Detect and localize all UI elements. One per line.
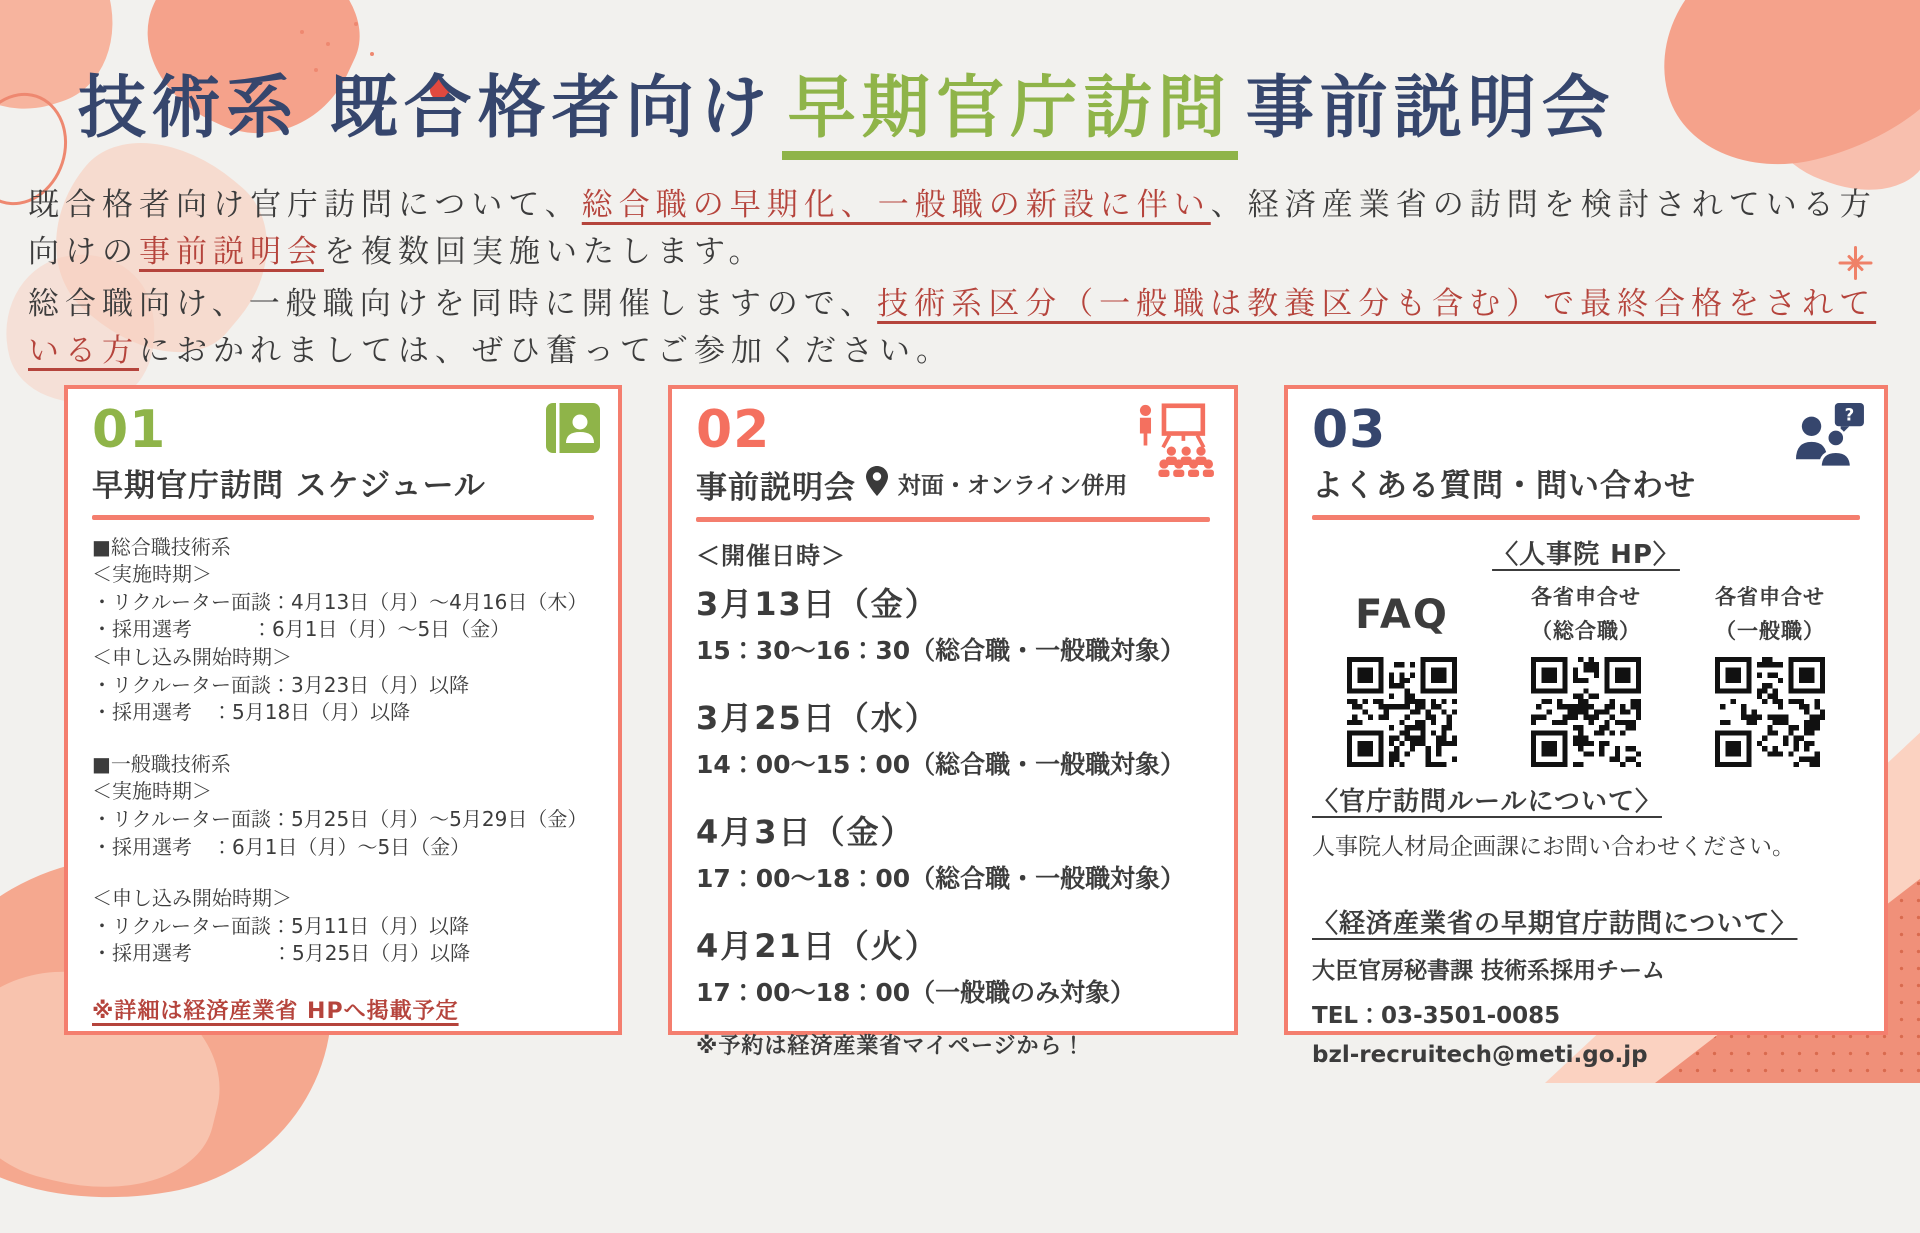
title-underline [92,515,594,520]
contact-book-icon [544,403,602,457]
location-pin-icon [866,466,888,500]
schedule-line: ・リクルーター面談：5月25日（月）～5月29日（金） [92,806,588,831]
title-post: 事前説明会 [1245,69,1616,148]
schedule-line: ・採用選考 ：6月1日（月）～5日（金） [92,617,511,642]
briefing-note: ※予約は経済産業省マイページから！ [696,1033,1086,1059]
schedule-line: ＜申し込み開始時期＞ [92,886,292,911]
qr-label-faq: FAQ [1355,591,1449,638]
qr-sublabel-sogo: （総合職） [1531,618,1641,643]
intro-seg: におかれましては、ぜひ奮ってご参加ください。 [139,332,953,369]
qr-column-faq [1314,577,1490,767]
line-spacer [92,861,594,885]
meti-team: 大臣官房秘書課 技術系採用チーム [1312,957,1666,984]
schedule-note: ※詳細は経済産業省 HPへ掲載予定 [92,998,459,1024]
session-date: 4月21日（火） [696,926,939,965]
qr-code-sogo [1531,657,1641,767]
briefing-heading: ＜開催日時＞ [696,541,846,570]
meti-tel: TEL：03-3501-0085 [1312,1002,1561,1029]
session-item [696,807,1210,895]
intro-seg: 、経済産業省の訪問を検討されている方向けの [28,187,1877,270]
card-briefing [668,385,1238,1059]
intro-text [28,182,1908,380]
schedule-line: ＜申し込み開始時期＞ [92,644,292,669]
session-item [696,693,1210,781]
qr-column-sogo [1498,577,1674,767]
schedule-line: ■総合職技術系 [92,534,231,559]
qr-label-sogo: 各省申合せ [1531,585,1641,609]
session-time: 15：30～16：30（総合職・一般職対象） [696,635,1186,665]
qr-label-area [1531,577,1641,653]
title-highlight: 早期官庁訪問 [782,69,1238,160]
session-item [696,921,1210,1009]
qr-code-ippan [1715,657,1825,767]
people-question-icon [1790,403,1868,473]
session-date: 4月3日（金） [696,812,915,851]
qr-sublabel-ippan: （一般職） [1715,618,1825,643]
card-schedule-title: 早期官庁訪問 スケジュール [92,467,486,504]
cards-row [64,385,1888,1068]
intro-highlight-red: 事前説明会 [139,233,324,270]
card-number: 03 [1312,400,1387,460]
decor-speckles-top-left [300,30,304,34]
visit-rules-text: 人事院人材局企画課にお問い合わせください。 [1312,833,1795,860]
session-item [696,579,1210,667]
card-faq [1284,385,1888,1068]
schedule-line: ・採用選考 ：5月18日（月）以降 [92,700,411,725]
card-number: 01 [92,400,167,460]
briefing-location-label: 対面・オンライン併用 [898,472,1128,499]
schedule-body [92,534,594,968]
schedule-line: ・リクルーター面談：4月13日（月）～4月16日（木） [92,589,588,614]
card-schedule [64,385,622,1035]
page-title [78,54,1616,151]
intro-paragraph-2 [28,281,1908,374]
intro-highlight-red: 技術系区分（一般職は教養区分も含む）で最終合格をされている方 [28,286,1877,369]
qr-label-ippan: 各省申合せ [1715,585,1825,609]
qr-code-faq [1347,657,1457,767]
meti-email: bzl-recruitech@meti.go.jp [1312,1041,1648,1068]
title-underline [1312,515,1860,520]
session-time: 17：00～18：00（一般職のみ対象） [696,977,1136,1007]
jinjiin-hp-heading: 〈人事院 HP〉 [1492,539,1680,570]
schedule-line: ・リクルーター面談：5月11日（月）以降 [92,913,470,938]
session-time: 14：00～15：00（総合職・一般職対象） [696,749,1186,779]
briefing-title-row [696,460,1210,507]
meti-visit-heading: 〈経済産業省の早期官庁訪問について〉 [1312,908,1798,939]
card-faq-title: よくある質問・問い合わせ [1312,467,1696,504]
card-briefing-title: 事前説明会 [696,469,856,506]
schedule-line: ＜実施時期＞ [92,779,212,804]
schedule-line: ■一般職技術系 [92,751,231,776]
qr-code-row [1312,577,1860,767]
presentation-audience-icon [1134,403,1218,481]
visit-rules-heading: 〈官庁訪問ルールについて〉 [1312,786,1662,817]
card-number: 02 [696,400,771,460]
title-pre: 技術系 既合格者向け [78,69,774,148]
intro-highlight-red: 総合職の早期化、一般職の新設に伴い [581,187,1211,223]
session-date: 3月25日（水） [696,698,939,737]
schedule-line: ＜実施時期＞ [92,562,212,587]
qr-label-area [1355,577,1449,653]
intro-seg: を複数回実施いたします。 [324,233,766,270]
schedule-line: ・採用選考 ：6月1日（月）～5日（金） [92,834,471,859]
qr-label-area [1715,577,1825,653]
title-underline [696,517,1210,522]
schedule-line: ・採用選考 ：5月25日（月）以降 [92,941,471,966]
qr-column-ippan [1682,577,1858,767]
line-spacer [92,727,594,751]
session-date: 3月13日（金） [696,584,939,623]
intro-seg: 総合職向け、一般職向けを同時に開催しますので、 [28,286,878,322]
schedule-line: ・リクルーター面談：3月23日（月）以降 [92,672,470,697]
intro-seg: 既合格者向け官庁訪問について、 [28,187,582,223]
svg-text:?: ? [1844,405,1855,425]
intro-paragraph-1 [28,182,1908,275]
session-time: 17：00～18：00（総合職・一般職対象） [696,863,1186,893]
